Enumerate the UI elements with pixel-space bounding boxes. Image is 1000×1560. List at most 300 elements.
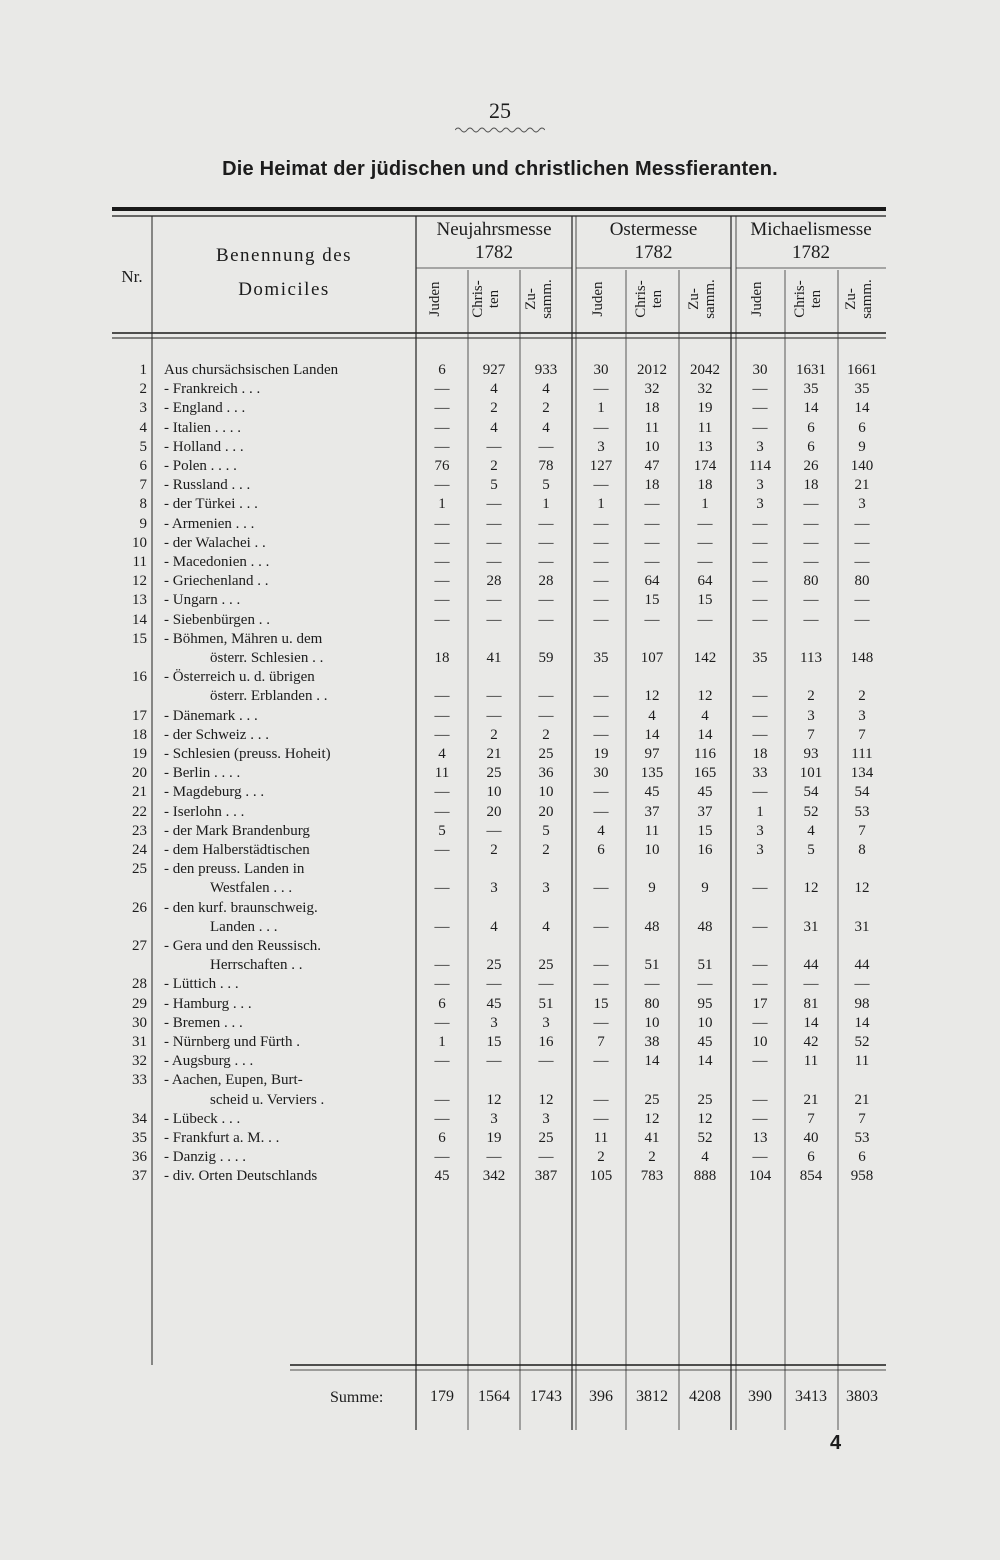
row-value: 14 bbox=[644, 1053, 660, 1070]
row-value: 4 bbox=[438, 746, 446, 762]
row-value: 14 bbox=[854, 1014, 870, 1031]
row-number: 2 bbox=[139, 381, 147, 398]
row-value: — bbox=[593, 784, 609, 801]
row-domicile: - Berlin . . . . bbox=[164, 765, 241, 782]
row-value: 3 bbox=[490, 880, 498, 897]
row-value: 25 bbox=[486, 765, 502, 782]
row-number: 26 bbox=[132, 899, 147, 916]
row-value: 127 bbox=[589, 458, 613, 474]
row-value: 12 bbox=[697, 688, 713, 705]
table-row bbox=[0, 842, 1000, 861]
row-value: 114 bbox=[749, 458, 771, 474]
sum-value: 396 bbox=[589, 1388, 613, 1405]
row-value: 21 bbox=[486, 746, 502, 762]
row-value: — bbox=[434, 477, 450, 494]
subheader-zusamm-1 bbox=[524, 269, 560, 329]
row-value: 51 bbox=[697, 957, 713, 974]
subheader-zusamm-2-a: Zu- bbox=[686, 288, 702, 310]
row-value: 30 bbox=[593, 765, 609, 782]
row-value: 54 bbox=[854, 784, 870, 801]
row-value: 18 bbox=[644, 400, 660, 417]
row-domicile: - Danzig . . . . bbox=[164, 1149, 247, 1166]
row-value: — bbox=[538, 688, 554, 705]
row-value: 4 bbox=[648, 707, 656, 724]
row-value: — bbox=[434, 1053, 450, 1070]
row-value: 1 bbox=[597, 400, 605, 417]
row-value: 21 bbox=[854, 477, 870, 494]
row-value: — bbox=[538, 1149, 554, 1166]
table-row bbox=[0, 535, 1000, 554]
row-value: 21 bbox=[803, 1091, 819, 1108]
row-domicile: Aus chursächsischen Landen bbox=[164, 362, 339, 378]
row-value: 3 bbox=[490, 1110, 498, 1127]
row-value: — bbox=[538, 707, 554, 724]
subheader-juden-2: Juden bbox=[590, 281, 606, 317]
row-value: 40 bbox=[803, 1130, 819, 1146]
row-value: — bbox=[752, 611, 768, 628]
row-number: 1 bbox=[139, 362, 147, 378]
row-domicile-continued: Landen . . . bbox=[210, 918, 278, 935]
row-value: 2 bbox=[858, 688, 866, 705]
row-value: 14 bbox=[697, 1053, 713, 1070]
header-fair-neujahr: Neujahrsmesse bbox=[436, 219, 552, 240]
row-value: — bbox=[752, 688, 768, 705]
table-row bbox=[0, 938, 1000, 976]
header-domicile-line1: Benennung des bbox=[215, 245, 353, 266]
table-row bbox=[0, 1111, 1000, 1130]
row-value: 4 bbox=[597, 822, 605, 839]
row-value: 933 bbox=[534, 362, 558, 378]
row-value: — bbox=[434, 976, 450, 993]
row-value: — bbox=[644, 534, 660, 551]
row-value: 2 bbox=[542, 842, 550, 858]
row-value: — bbox=[434, 803, 450, 820]
header-nr: Nr. bbox=[121, 267, 143, 286]
sum-value: 179 bbox=[430, 1388, 454, 1405]
row-value: 11 bbox=[434, 765, 450, 782]
row-value: — bbox=[434, 726, 450, 743]
row-number: 20 bbox=[132, 765, 147, 782]
row-value: 14 bbox=[697, 726, 713, 743]
table-row bbox=[0, 477, 1000, 496]
row-value: — bbox=[644, 496, 660, 513]
row-domicile: - der Schweiz . . . bbox=[164, 726, 269, 743]
header-domicile-line2: Domiciles bbox=[238, 279, 330, 300]
row-domicile: - Macedonien . . . bbox=[164, 554, 270, 570]
row-value: 25 bbox=[486, 957, 502, 974]
row-value: — bbox=[644, 554, 660, 570]
row-value: — bbox=[434, 784, 450, 801]
row-value: — bbox=[593, 1053, 609, 1070]
row-number: 32 bbox=[132, 1053, 147, 1070]
row-value: 47 bbox=[644, 458, 660, 474]
row-domicile: - Aachen, Eupen, Burt- bbox=[164, 1072, 303, 1089]
subheader-christen-2-b: ten bbox=[648, 289, 665, 309]
row-value: 2 bbox=[542, 400, 550, 417]
row-number: 31 bbox=[132, 1034, 147, 1050]
row-value: 2 bbox=[490, 458, 498, 474]
row-value: 32 bbox=[697, 381, 713, 398]
row-value: 12 bbox=[644, 688, 660, 705]
subheader-juden-3: Juden bbox=[749, 281, 765, 317]
row-number: 13 bbox=[132, 592, 147, 609]
row-value: 28 bbox=[538, 573, 554, 590]
row-value: — bbox=[803, 976, 819, 993]
row-value: 12 bbox=[803, 880, 819, 897]
subheader-christen-3-a: Chris- bbox=[792, 280, 808, 318]
row-value: 52 bbox=[803, 803, 819, 820]
subheader-zusamm-2 bbox=[687, 269, 723, 329]
row-value: — bbox=[434, 1149, 450, 1166]
row-value: 11 bbox=[644, 822, 660, 839]
sum-value: 3812 bbox=[636, 1388, 668, 1405]
row-value: 32 bbox=[644, 381, 660, 398]
row-value: 6 bbox=[597, 842, 605, 858]
subheader-zusamm-1-b: samm. bbox=[538, 279, 555, 319]
row-value: — bbox=[593, 803, 609, 820]
row-domicile: - Gera und den Reussisch. bbox=[164, 938, 322, 954]
row-value: — bbox=[593, 976, 609, 993]
row-value: 3 bbox=[542, 1110, 550, 1127]
table-row bbox=[0, 765, 1000, 784]
row-domicile: - Armenien . . . bbox=[164, 515, 255, 532]
table-row bbox=[0, 420, 1000, 439]
row-value: 6 bbox=[807, 1149, 815, 1166]
row-number: 35 bbox=[132, 1130, 147, 1146]
row-value: 80 bbox=[854, 573, 870, 590]
table-row bbox=[0, 804, 1000, 823]
row-value: 16 bbox=[538, 1034, 554, 1050]
row-value: 7 bbox=[858, 1110, 866, 1127]
row-value: 11 bbox=[697, 419, 713, 436]
row-value: 4 bbox=[542, 918, 550, 935]
row-number: 15 bbox=[132, 630, 147, 647]
row-value: — bbox=[434, 611, 450, 628]
row-number: 37 bbox=[132, 1168, 147, 1185]
row-value: 6 bbox=[807, 419, 815, 436]
row-value: — bbox=[538, 1053, 554, 1070]
row-value: 854 bbox=[799, 1168, 823, 1185]
row-domicile: - Augsburg . . . bbox=[164, 1053, 254, 1070]
row-number: 17 bbox=[132, 707, 147, 724]
row-value: 76 bbox=[434, 458, 450, 474]
row-value: 6 bbox=[807, 438, 815, 455]
row-number: 22 bbox=[132, 803, 147, 820]
row-number: 24 bbox=[132, 842, 147, 858]
row-value: 5 bbox=[542, 822, 550, 839]
row-domicile: - Ungarn . . . bbox=[164, 592, 241, 609]
row-value: 3 bbox=[756, 842, 764, 858]
table-row bbox=[0, 861, 1000, 899]
row-number: 29 bbox=[132, 995, 147, 1012]
row-value: — bbox=[434, 880, 450, 897]
header-year-neujahr: 1782 bbox=[475, 242, 513, 263]
row-value: 80 bbox=[644, 995, 660, 1012]
row-value: 7 bbox=[858, 726, 866, 743]
table-row bbox=[0, 439, 1000, 458]
row-value: 3 bbox=[756, 496, 764, 513]
row-value: 5 bbox=[490, 477, 498, 494]
row-domicile: - Schlesien (preuss. Hoheit) bbox=[164, 746, 331, 762]
row-value: 7 bbox=[807, 726, 815, 743]
row-value: — bbox=[752, 918, 768, 935]
row-value: 9 bbox=[858, 438, 866, 455]
row-value: 174 bbox=[693, 458, 717, 474]
row-value: — bbox=[752, 592, 768, 609]
row-value: 93 bbox=[803, 746, 819, 762]
row-domicile: - Bremen . . . bbox=[164, 1014, 243, 1031]
row-value: 3 bbox=[858, 496, 866, 513]
row-value: — bbox=[434, 573, 450, 590]
row-value: 134 bbox=[850, 765, 874, 782]
row-value: 12 bbox=[854, 880, 870, 897]
row-domicile-continued: scheid u. Verviers . bbox=[210, 1091, 325, 1108]
row-domicile: - Siebenbürgen . . bbox=[164, 611, 270, 628]
table-row bbox=[0, 458, 1000, 477]
row-number: 14 bbox=[132, 611, 147, 628]
row-value: — bbox=[486, 554, 502, 570]
row-value: — bbox=[752, 534, 768, 551]
row-value: — bbox=[697, 554, 713, 570]
row-number: 23 bbox=[132, 822, 147, 839]
subheader-zusamm-3-b: samm. bbox=[858, 279, 875, 319]
row-value: — bbox=[697, 611, 713, 628]
row-value: 18 bbox=[644, 477, 660, 494]
row-value: 11 bbox=[854, 1053, 870, 1070]
row-domicile: - der Mark Brandenburg bbox=[164, 822, 310, 839]
table-row bbox=[0, 1168, 1000, 1187]
row-domicile: - Dänemark . . . bbox=[164, 707, 258, 724]
row-value: — bbox=[752, 515, 768, 532]
subheader-christen-1 bbox=[471, 269, 507, 329]
row-value: 12 bbox=[697, 1110, 713, 1127]
row-value: 78 bbox=[538, 458, 554, 474]
row-value: 4 bbox=[490, 419, 498, 436]
header-year-michaelis: 1782 bbox=[792, 242, 830, 263]
row-value: 64 bbox=[644, 573, 660, 590]
row-value: 35 bbox=[854, 381, 870, 398]
row-value: — bbox=[593, 880, 609, 897]
row-value: — bbox=[486, 496, 502, 513]
row-value: 52 bbox=[854, 1034, 870, 1050]
row-value: — bbox=[803, 592, 819, 609]
row-value: 35 bbox=[803, 381, 819, 398]
row-value: — bbox=[486, 534, 502, 551]
row-value: — bbox=[434, 554, 450, 570]
header-fair-michaelis: Michaelismesse bbox=[750, 219, 872, 240]
row-value: 98 bbox=[854, 995, 870, 1012]
row-value: 19 bbox=[486, 1130, 502, 1146]
row-value: — bbox=[752, 1014, 768, 1031]
subheader-christen-2-a: Chris- bbox=[633, 280, 649, 318]
row-domicile: - Frankfurt a. M. . . bbox=[164, 1130, 280, 1146]
row-value: 21 bbox=[854, 1091, 870, 1108]
row-value: — bbox=[486, 438, 502, 455]
row-value: — bbox=[486, 1053, 502, 1070]
row-value: — bbox=[593, 592, 609, 609]
table-row bbox=[0, 996, 1000, 1015]
row-number: 34 bbox=[132, 1110, 147, 1127]
row-value: 45 bbox=[697, 1034, 713, 1050]
table-row bbox=[0, 362, 1000, 381]
table-row bbox=[0, 708, 1000, 727]
table-row bbox=[0, 631, 1000, 669]
row-value: 20 bbox=[538, 803, 554, 820]
table-row bbox=[0, 1149, 1000, 1168]
row-value: 6 bbox=[858, 419, 866, 436]
row-number: 7 bbox=[139, 477, 147, 494]
row-value: 107 bbox=[640, 649, 664, 666]
row-number: 36 bbox=[132, 1149, 147, 1166]
subheader-christen-3-b: ten bbox=[807, 289, 824, 309]
table-row bbox=[0, 976, 1000, 995]
row-domicile: - Österreich u. d. übrigen bbox=[164, 669, 315, 686]
page-title: Die Heimat der jüdischen und christlichen Messfieranten. bbox=[222, 158, 778, 180]
row-value: 59 bbox=[538, 649, 554, 666]
row-value: 387 bbox=[534, 1168, 558, 1185]
row-domicile: - der Türkei . . . bbox=[164, 496, 258, 513]
subheader-christen-1-a: Chris- bbox=[470, 280, 486, 318]
row-value: 31 bbox=[854, 918, 870, 935]
subheader-zusamm-2-b: samm. bbox=[701, 279, 718, 319]
row-value: — bbox=[593, 918, 609, 935]
row-number: 19 bbox=[132, 746, 147, 762]
row-value: — bbox=[752, 880, 768, 897]
row-value: — bbox=[644, 515, 660, 532]
row-value: 1 bbox=[756, 803, 764, 820]
row-value: 51 bbox=[538, 995, 554, 1012]
row-value: 53 bbox=[854, 803, 870, 820]
row-value: 14 bbox=[803, 1014, 819, 1031]
row-value: 783 bbox=[640, 1168, 664, 1185]
row-value: 135 bbox=[640, 765, 664, 782]
row-value: — bbox=[434, 842, 450, 858]
row-number: 6 bbox=[139, 458, 147, 474]
footer-page-number: 4 bbox=[830, 1432, 842, 1454]
row-value: — bbox=[434, 707, 450, 724]
table-row bbox=[0, 727, 1000, 746]
row-value: — bbox=[752, 726, 768, 743]
row-value: — bbox=[752, 573, 768, 590]
row-value: 2 bbox=[542, 726, 550, 743]
row-value: 9 bbox=[648, 880, 656, 897]
row-value: 15 bbox=[486, 1034, 502, 1050]
row-value: 3 bbox=[756, 477, 764, 494]
row-domicile: - div. Orten Deutschlands bbox=[164, 1168, 318, 1185]
row-value: 5 bbox=[542, 477, 550, 494]
row-value: 54 bbox=[803, 784, 819, 801]
row-value: 11 bbox=[803, 1053, 819, 1070]
row-value: 113 bbox=[800, 649, 822, 666]
row-value: — bbox=[593, 573, 609, 590]
table-row bbox=[0, 554, 1000, 573]
row-value: 2 bbox=[490, 726, 498, 743]
row-value: 4 bbox=[807, 822, 815, 839]
row-value: — bbox=[854, 515, 870, 532]
row-value: — bbox=[538, 611, 554, 628]
row-value: 18 bbox=[803, 477, 819, 494]
row-value: 95 bbox=[697, 995, 713, 1012]
row-value: — bbox=[644, 976, 660, 993]
row-value: 12 bbox=[538, 1091, 554, 1108]
row-value: — bbox=[593, 611, 609, 628]
row-domicile: - den kurf. braunschweig. bbox=[164, 899, 318, 916]
row-value: 4 bbox=[701, 1149, 709, 1166]
row-number: 12 bbox=[132, 573, 147, 590]
row-value: 81 bbox=[803, 995, 819, 1012]
row-value: 2 bbox=[490, 400, 498, 417]
row-value: — bbox=[486, 707, 502, 724]
row-domicile: - Polen . . . . bbox=[164, 458, 237, 474]
row-value: 2 bbox=[490, 842, 498, 858]
row-value: 25 bbox=[538, 957, 554, 974]
row-value: 13 bbox=[752, 1130, 768, 1146]
row-value: 37 bbox=[644, 803, 660, 820]
row-value: — bbox=[752, 400, 768, 417]
row-value: 13 bbox=[697, 438, 713, 455]
row-value: — bbox=[593, 957, 609, 974]
header-fair-oster: Ostermesse bbox=[609, 219, 698, 240]
row-value: 6 bbox=[858, 1149, 866, 1166]
row-value: 3 bbox=[756, 822, 764, 839]
row-domicile: - Magdeburg . . . bbox=[164, 784, 265, 801]
row-value: — bbox=[593, 688, 609, 705]
row-value: — bbox=[803, 496, 819, 513]
row-value: 15 bbox=[593, 995, 609, 1012]
row-value: 1 bbox=[438, 1034, 446, 1050]
sum-value: 1564 bbox=[478, 1388, 510, 1405]
row-value: — bbox=[854, 611, 870, 628]
row-value: 12 bbox=[644, 1110, 660, 1127]
row-number: 30 bbox=[132, 1014, 147, 1031]
row-number: 11 bbox=[132, 554, 147, 570]
row-value: 10 bbox=[538, 784, 554, 801]
table-row bbox=[0, 784, 1000, 803]
row-value: — bbox=[593, 1110, 609, 1127]
row-value: — bbox=[434, 918, 450, 935]
row-value: 25 bbox=[697, 1091, 713, 1108]
row-value: 12 bbox=[486, 1091, 502, 1108]
row-value: — bbox=[752, 976, 768, 993]
row-value: — bbox=[538, 554, 554, 570]
row-value: 6 bbox=[438, 362, 446, 378]
row-value: — bbox=[434, 515, 450, 532]
table-row bbox=[0, 573, 1000, 592]
table-row bbox=[0, 1072, 1000, 1110]
row-value: — bbox=[434, 1110, 450, 1127]
row-value: — bbox=[803, 554, 819, 570]
row-value: — bbox=[486, 822, 502, 839]
row-value: — bbox=[752, 419, 768, 436]
row-value: 10 bbox=[486, 784, 502, 801]
row-domicile-continued: Westfalen . . . bbox=[210, 880, 293, 897]
row-value: — bbox=[593, 554, 609, 570]
row-value: — bbox=[854, 592, 870, 609]
table-row bbox=[0, 900, 1000, 938]
row-value: 17 bbox=[752, 995, 768, 1012]
row-value: 2 bbox=[648, 1149, 656, 1166]
row-domicile: - Lüttich . . . bbox=[164, 976, 239, 993]
row-value: — bbox=[752, 707, 768, 724]
row-domicile: - den preuss. Landen in bbox=[164, 861, 305, 878]
row-value: 45 bbox=[697, 784, 713, 801]
row-number: 9 bbox=[139, 515, 147, 532]
row-value: — bbox=[593, 515, 609, 532]
sum-label: Summe: bbox=[330, 1389, 384, 1406]
row-value: 14 bbox=[644, 726, 660, 743]
row-value: 35 bbox=[752, 649, 768, 666]
row-value: 3 bbox=[542, 1014, 550, 1031]
